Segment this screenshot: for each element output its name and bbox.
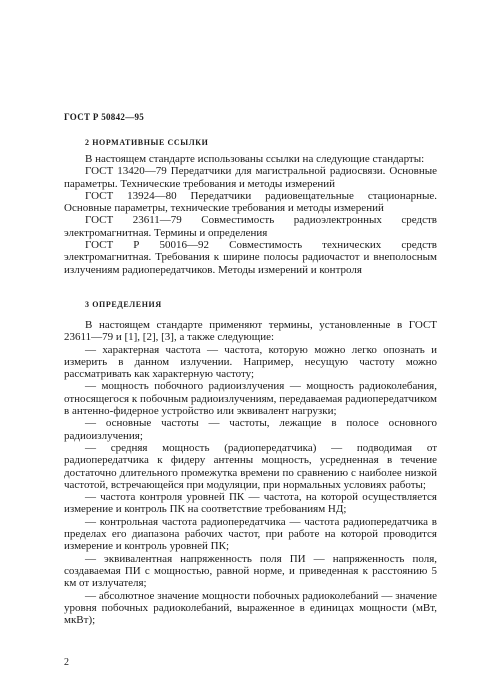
section-2-title: 2 НОРМАТИВНЫЕ ССЫЛКИ bbox=[85, 138, 209, 147]
definition-item: — характерная частота — частота, которую можно легко опознать и измерить в данном излучении. Например, несущую частоту можно рассматривать как характерную частоту; bbox=[64, 343, 437, 381]
definition-item: — основные частоты — частоты, лежащие в полосе основного радиоизлучения; bbox=[64, 417, 437, 442]
paragraph: ГОСТ 13924—80 Передатчики радиовещательные стационарные. Основные параметры, технические требования и методы измерений bbox=[64, 189, 437, 215]
definition-item: — средняя мощность (радиопередатчика) — подводимая от радиопередатчика к фидеру антенны мощность, усредненная в течение достаточно длительного промежутка времени по сравнению с наиболее низкой частотой, встречающейся при модуляции, при нормальных условиях работы; bbox=[64, 441, 437, 491]
page-number: 2 bbox=[64, 657, 69, 668]
section-2-body bbox=[64, 153, 437, 276]
definition-item: — частота контроля уровней ПК — частота, на которой осуществляется измерение и контроль ПК на соответствие требованиям НД; bbox=[64, 491, 437, 516]
definition-item: — эквивалентная напряженность поля ПИ — напряженность поля, создаваемая ПИ с мощностью, равной норме, и приведенная к расстоянию 5 км от излучателя; bbox=[64, 552, 437, 590]
paragraph: ГОСТ 23611—79 Совместимость радиоэлектронных средств электромагнитная. Термины и определения bbox=[64, 214, 437, 239]
paragraph: В настоящем стандарте применяют термины, установленные в ГОСТ 23611—79 и [1], [2], [3], а также следующие: bbox=[64, 319, 437, 344]
definition-item: — абсолютное значение мощности побочных радиоколебаний — значение уровня побочных радиоколебаний, выраженное в единицах мощности (мВт, мкВт); bbox=[64, 589, 437, 627]
section-3-body bbox=[64, 319, 437, 626]
paragraph: ГОСТ Р 50016—92 Совместимость технических средств электромагнитная. Требования к ширине полосы радиочастот и внеполосным излучениям радиопередатчиков. Методы измерений и контроля bbox=[64, 239, 437, 276]
paragraph: В настоящем стандарте использованы ссылки на следующие стандарты: bbox=[85, 153, 425, 165]
section-3-title: 3 ОПРЕДЕЛЕНИЯ bbox=[85, 300, 162, 309]
paragraph: ГОСТ 13420—79 Передатчики для магистральной радиосвязи. Основные параметры. Технические требования и методы измерений bbox=[64, 165, 437, 190]
document-code-header: ГОСТ Р 50842—95 bbox=[64, 112, 145, 122]
definition-item: — мощность побочного радиоизлучения — мощность радиоколебания, относящегося к побочным радиоизлучениям, передаваемая радиопередатчиком в антенно-фидерное устройство или эквивалент нагрузки; bbox=[64, 380, 437, 418]
definition-item: — контрольная частота радиопередатчика — частота радиопередатчика в пределах его диапазона рабочих частот, при работе на которой проводится измерение и контроль уровней ПК; bbox=[64, 515, 437, 553]
